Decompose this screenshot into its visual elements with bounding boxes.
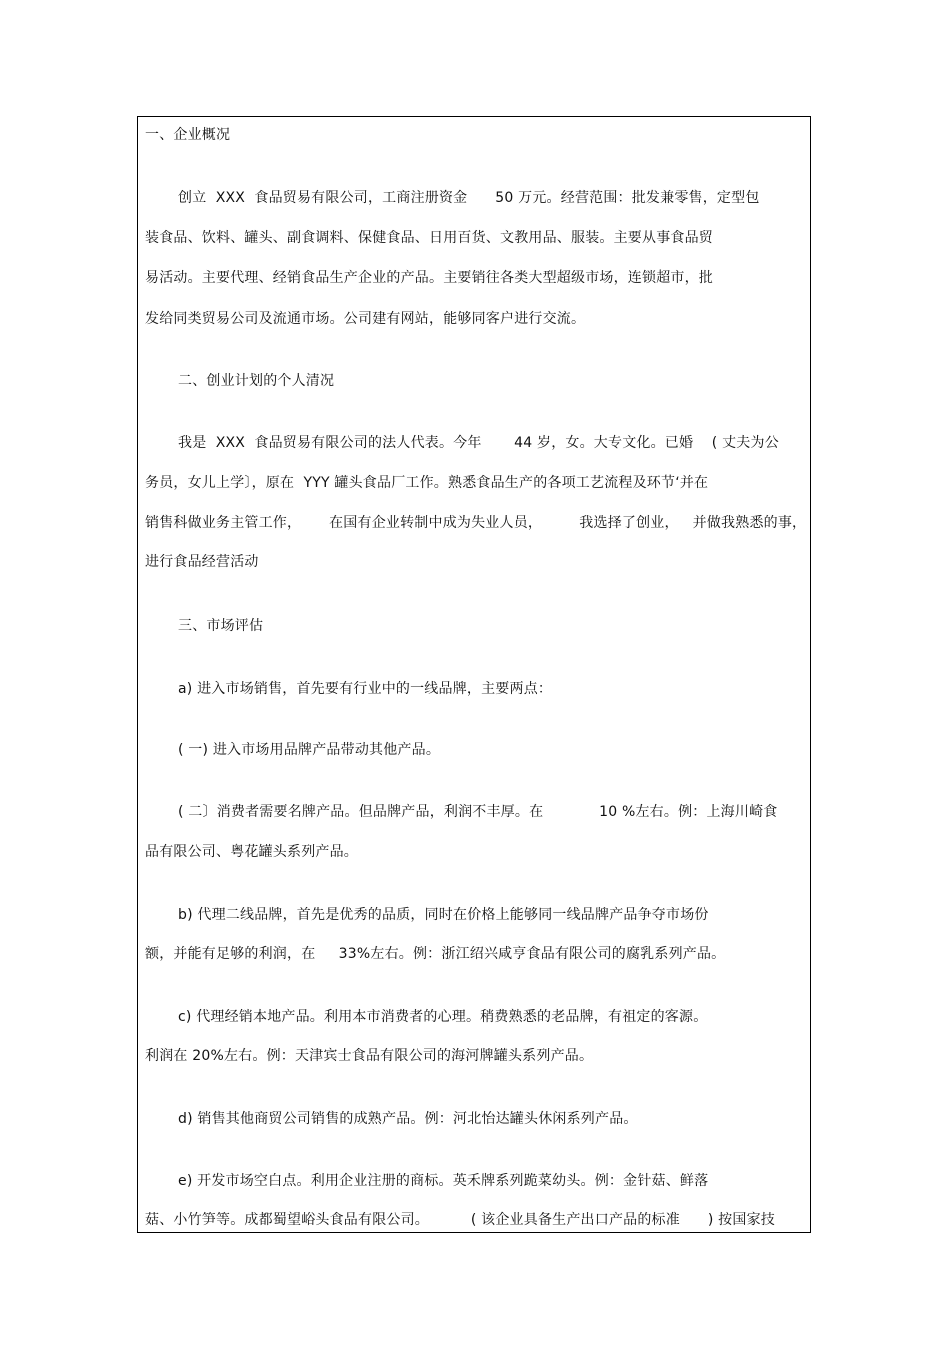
list-item: d) 销售其他商贸公司销售的成熟产品。例：河北怡达罐头休闲系列产品。 (178, 1111, 638, 1127)
paragraph-line: 利润在 20%左右。例：天津宾士食品有限公司的海河牌罐头系列产品。 (145, 1048, 594, 1064)
list-item: c) 代理经销本地产品。利用本市消费者的心理。稍费熟悉的老品牌，有祖定的客源。 (178, 1009, 708, 1025)
list-item: ( 二〕消费者需要名牌产品。但品牌产品，利润不丰厚。在 10 %左右。例：上海川崎食 (178, 804, 778, 820)
section-heading-personal: 二、创业计划的个人清况 (178, 373, 335, 389)
paragraph-line: 销售科做业务主管工作， 在国有企业转制中成为失业人员， 我选择了创业， 并做我熟悉的事， (145, 515, 807, 531)
paragraph-line: 菇、小竹笋等。成都蜀望峪头食品有限公司。 ( 该企业具备生产出口产品的标准 ) 按国家技 (145, 1212, 775, 1228)
paragraph-line: 我是 XXX 食品贸易有限公司的法人代表。今年 44 岁，女。大专文化。已婚 ( 丈夫为公 (178, 435, 779, 451)
paragraph-line: 务员，女儿上学〕，原在 YYY 罐头食品厂工作。熟悉食品生产的各项工艺流程及环节‘并在 (145, 475, 709, 491)
list-item: b) 代理二线品牌，首先是优秀的品质，同时在价格上能够同一线品牌产品争夺市场份 (178, 907, 709, 923)
paragraph-line: 易活动。主要代理、经销食品生产企业的产品。主要销往各类大型超级市场，连锁超市，批 (145, 270, 713, 286)
paragraph-line: 发给同类贸易公司及流通市场。公司建有网站，能够同客户进行交流。 (145, 311, 586, 327)
list-item: ( 一) 进入市场用品牌产品带动其他产品。 (178, 742, 441, 758)
paragraph-line: 进行食品经营活动 (145, 554, 259, 570)
section-heading-company-overview: 一、企业概况 (145, 127, 231, 143)
section-heading-market: 三、市场评估 (178, 618, 264, 634)
paragraph-line: 装食品、饮料、罐头、副食调料、保健食品、日用百货、文教用品、服装。主要从事食品贸 (145, 230, 713, 246)
paragraph-line: 创立 XXX 食品贸易有限公司，工商注册资金 50 万元。经营范围：批发兼零售，定型包 (178, 190, 760, 206)
list-item: a) 进入市场销售，首先要有行业中的一线品牌，主要两点： (178, 681, 553, 697)
paragraph-line: 品有限公司、粤花罐头系列产品。 (145, 844, 358, 860)
list-item: e) 开发市场空白点。利用企业注册的商标。英禾牌系列跪菜幼头。例：金针菇、鲜落 (178, 1173, 709, 1189)
paragraph-line: 额，并能有足够的利润，在 33%左右。例：浙江绍兴咸亨食品有限公司的腐乳系列产品。 (145, 946, 726, 962)
